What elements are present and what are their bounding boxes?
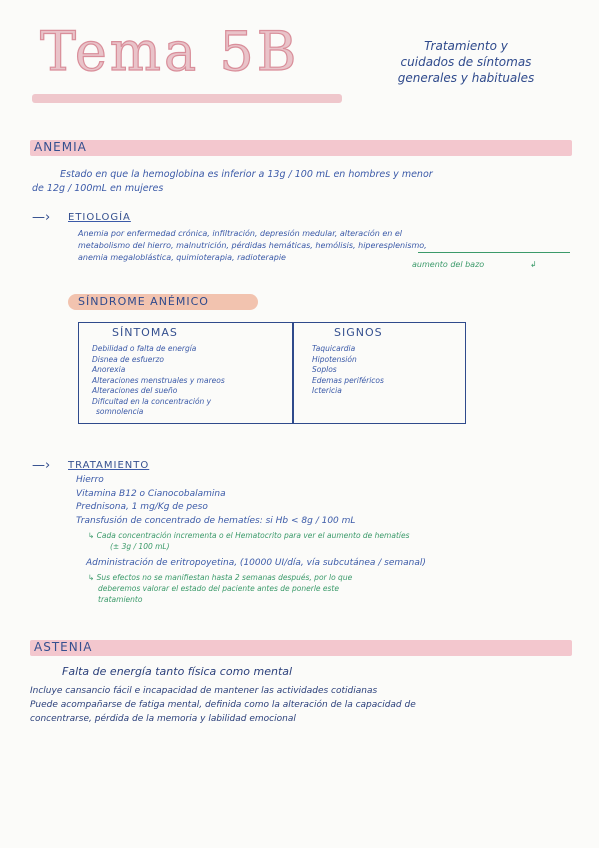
note-line: ↳ Cada concentración incrementa o el Hematocrito para ver el aumento de hematíes	[88, 531, 410, 540]
subtitle-line: Tratamiento y	[424, 39, 508, 53]
list-item: Ictericia	[312, 386, 342, 395]
sindrome-heading: SÍNDROME ANÉMICO	[78, 295, 209, 308]
arrow-icon: —›	[32, 210, 51, 225]
tratamiento-line: Vitamina B12 o Cianocobalamina	[76, 488, 226, 499]
hiperesplenismo-underline	[418, 252, 570, 253]
etiologia-note: aumento del bazo	[412, 260, 485, 269]
list-item: Alteraciones menstruales y mareos	[92, 375, 225, 385]
signos-list	[312, 344, 460, 397]
list-item: Taquicardia	[312, 344, 356, 353]
definition-line: Estado en que la hemoglobina es inferior a 13g / 100 mL en hombres y menor	[60, 169, 433, 180]
transfusion-note	[88, 530, 578, 552]
tratamiento-line: Prednisona, 1 mg/Kg de peso	[76, 502, 208, 512]
etiologia-heading: ETIOLOGÍA	[68, 212, 131, 223]
etiologia-line: Anemia por enfermedad crónica, infiltración, depresión medular, alteración en el	[78, 229, 403, 238]
list-item: Alteraciones del sueño	[92, 386, 178, 395]
anemia-heading: ANEMIA	[34, 140, 87, 154]
astenia-line: Incluye cansancio fácil e incapacidad de mantener las actividades cotidianas	[30, 686, 378, 696]
anemia-definition	[32, 168, 580, 196]
page-title: Tema 5B	[40, 20, 300, 83]
list-item: Edemas periféricos	[312, 375, 384, 385]
curved-arrow-icon: ↲	[530, 260, 537, 269]
note-line: (± 3g / 100 mL)	[110, 542, 170, 551]
note-line: ↳ Sus efectos no se manifiestan hasta 2 semanas después, por lo que	[88, 573, 353, 582]
subtitle-line: cuidados de síntomas	[400, 55, 532, 69]
astenia-line: concentrarse, pérdida de la memoria y labilidad emocional	[30, 714, 296, 724]
sintomas-heading: SÍNTOMAS	[112, 326, 178, 339]
tratamiento-line: Transfusión de concentrado de hematíes: si Hb < 8g / 100 mL	[76, 515, 356, 526]
list-item: Soplos	[312, 365, 337, 374]
anemia-highlight	[30, 140, 572, 156]
astenia-line: Puede acompañarse de fatiga mental, definida como la alteración de la capacidad de	[30, 700, 416, 710]
table-divider	[292, 322, 294, 424]
tratamiento-line: Hierro	[76, 475, 104, 485]
astenia-highlight	[30, 640, 572, 656]
list-item: Anorexia	[92, 365, 126, 374]
list-item: Dificultad en la concentración y	[92, 396, 212, 406]
note-line: deberemos valorar el estado del paciente antes de ponerle este	[98, 584, 339, 593]
return-arrow-icon: ↳	[88, 573, 97, 582]
epo-line: Administración de eritropoyetina, (10000 UI/día, vía subcutánea / semanal)	[86, 558, 426, 568]
epo-note	[88, 572, 578, 605]
tratamiento-list	[76, 474, 576, 528]
arrow-icon: —›	[32, 458, 51, 473]
astenia-text	[30, 684, 585, 726]
note-line: tratamiento	[98, 595, 143, 604]
subtitle-line: generales y habituales	[397, 71, 535, 85]
etiologia-line: anemia megaloblástica, quimioterapia, radioterapie	[78, 253, 286, 262]
sintomas-list	[92, 344, 288, 418]
list-item: Hipotensión	[312, 354, 357, 364]
astenia-intro: Falta de energía tanto física como mental	[62, 665, 293, 678]
etiologia-text	[78, 228, 578, 264]
etiologia-line: metabolismo del hierro, malnutrición, pérdidas hemáticas, hemólisis, hiperesplenismo,	[78, 241, 427, 250]
astenia-heading: ASTENIA	[34, 640, 93, 654]
list-item: somnolencia	[96, 407, 144, 416]
return-arrow-icon: ↳	[88, 531, 97, 540]
list-item: Disnea de esfuerzo	[92, 354, 165, 364]
signos-heading: SIGNOS	[334, 326, 383, 339]
list-item: Debilidad o falta de energía	[92, 344, 197, 353]
title-underline	[32, 94, 342, 103]
page-subtitle	[356, 38, 576, 86]
definition-line: de 12g / 100mL en mujeres	[32, 183, 164, 194]
tratamiento-heading: TRATAMIENTO	[68, 460, 150, 471]
